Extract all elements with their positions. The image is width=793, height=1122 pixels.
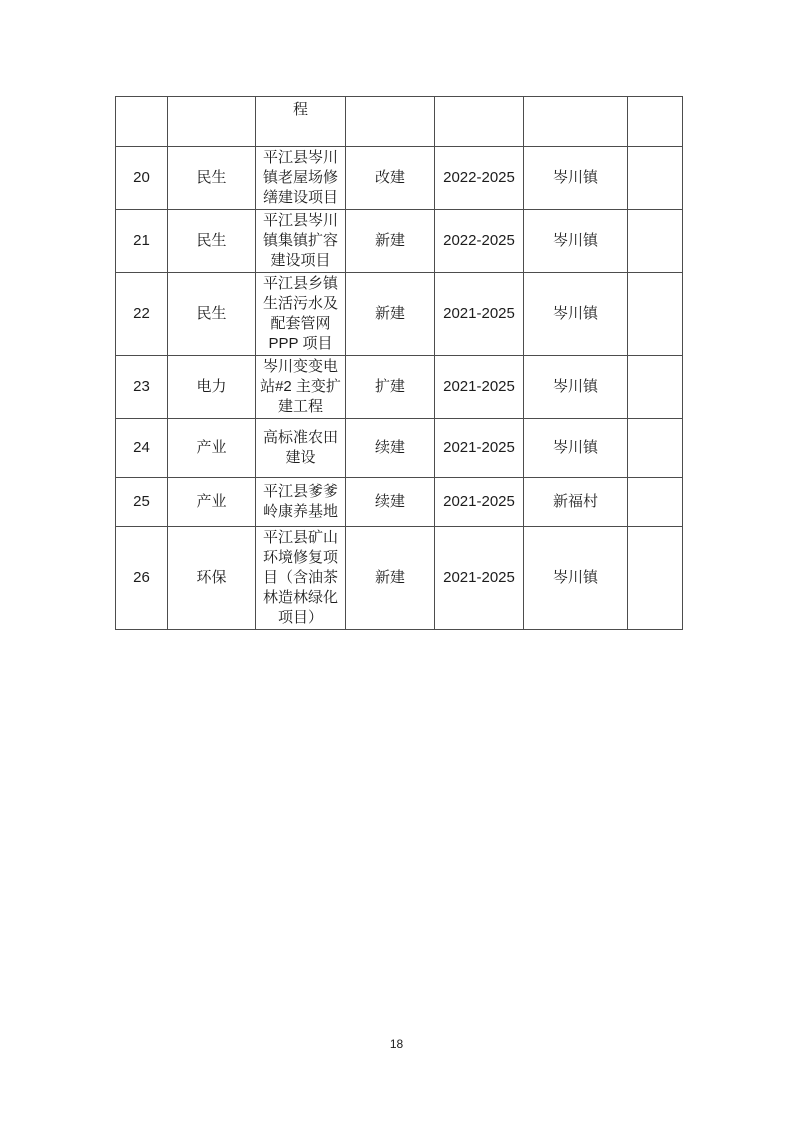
cell-no [116,97,168,147]
cell-note [628,147,683,210]
cell-no: 23 [116,356,168,419]
cell-note [628,419,683,478]
cell-build-type: 新建 [346,527,435,630]
cell-period: 2021-2025 [435,356,524,419]
table-row [116,273,683,356]
cell-no: 24 [116,419,168,478]
cell-period: 2021-2025 [435,273,524,356]
cell-no: 20 [116,147,168,210]
cell-location [524,97,628,147]
cell-period: 2022-2025 [435,147,524,210]
cell-note [628,273,683,356]
cell-period: 2021-2025 [435,527,524,630]
cell-build-type: 续建 [346,478,435,527]
cell-location: 岑川镇 [524,273,628,356]
cell-no: 22 [116,273,168,356]
cell-build-type: 续建 [346,419,435,478]
cell-build-type: 改建 [346,147,435,210]
cell-category: 民生 [168,273,256,356]
cell-location: 岑川镇 [524,527,628,630]
cell-category: 产业 [168,478,256,527]
cell-location: 岑川镇 [524,147,628,210]
cell-build-type: 扩建 [346,356,435,419]
cell-location: 岑川镇 [524,419,628,478]
cell-project: 平江县岑川镇老屋场修缮建设项目 [256,147,346,210]
cell-category: 电力 [168,356,256,419]
cell-project: 高标准农田建设 [256,419,346,478]
table-row-continuation [116,97,683,147]
cell-note [628,97,683,147]
cell-category: 民生 [168,210,256,273]
cell-project: 平江县爹爹岭康养基地 [256,478,346,527]
table-row [116,478,683,527]
cell-no: 25 [116,478,168,527]
cell-project: 岑川变变电站#2 主变扩建工程 [256,356,346,419]
cell-category: 产业 [168,419,256,478]
table-row [116,356,683,419]
cell-location: 新福村 [524,478,628,527]
cell-build-type: 新建 [346,273,435,356]
cell-project: 平江县乡镇生活污水及配套管网 PPP 项目 [256,273,346,356]
cell-no: 21 [116,210,168,273]
cell-period [435,97,524,147]
cell-note [628,527,683,630]
cell-location: 岑川镇 [524,356,628,419]
cell-category [168,97,256,147]
cell-category: 民生 [168,147,256,210]
cell-period: 2021-2025 [435,419,524,478]
cell-period: 2021-2025 [435,478,524,527]
cell-project: 程 [256,97,346,147]
table-row [116,147,683,210]
cell-build-type: 新建 [346,210,435,273]
cell-note [628,478,683,527]
cell-project: 平江县岑川镇集镇扩容建设项目 [256,210,346,273]
cell-no: 26 [116,527,168,630]
table-row [116,527,683,630]
page-number: 18 [389,1037,404,1051]
cell-period: 2022-2025 [435,210,524,273]
projects-table [115,96,683,630]
table-row [116,419,683,478]
table-row [116,210,683,273]
cell-project: 平江县矿山环境修复项目（含油茶林造林绿化项目） [256,527,346,630]
cell-category: 环保 [168,527,256,630]
cell-note [628,210,683,273]
cell-location: 岑川镇 [524,210,628,273]
cell-note [628,356,683,419]
cell-build-type [346,97,435,147]
